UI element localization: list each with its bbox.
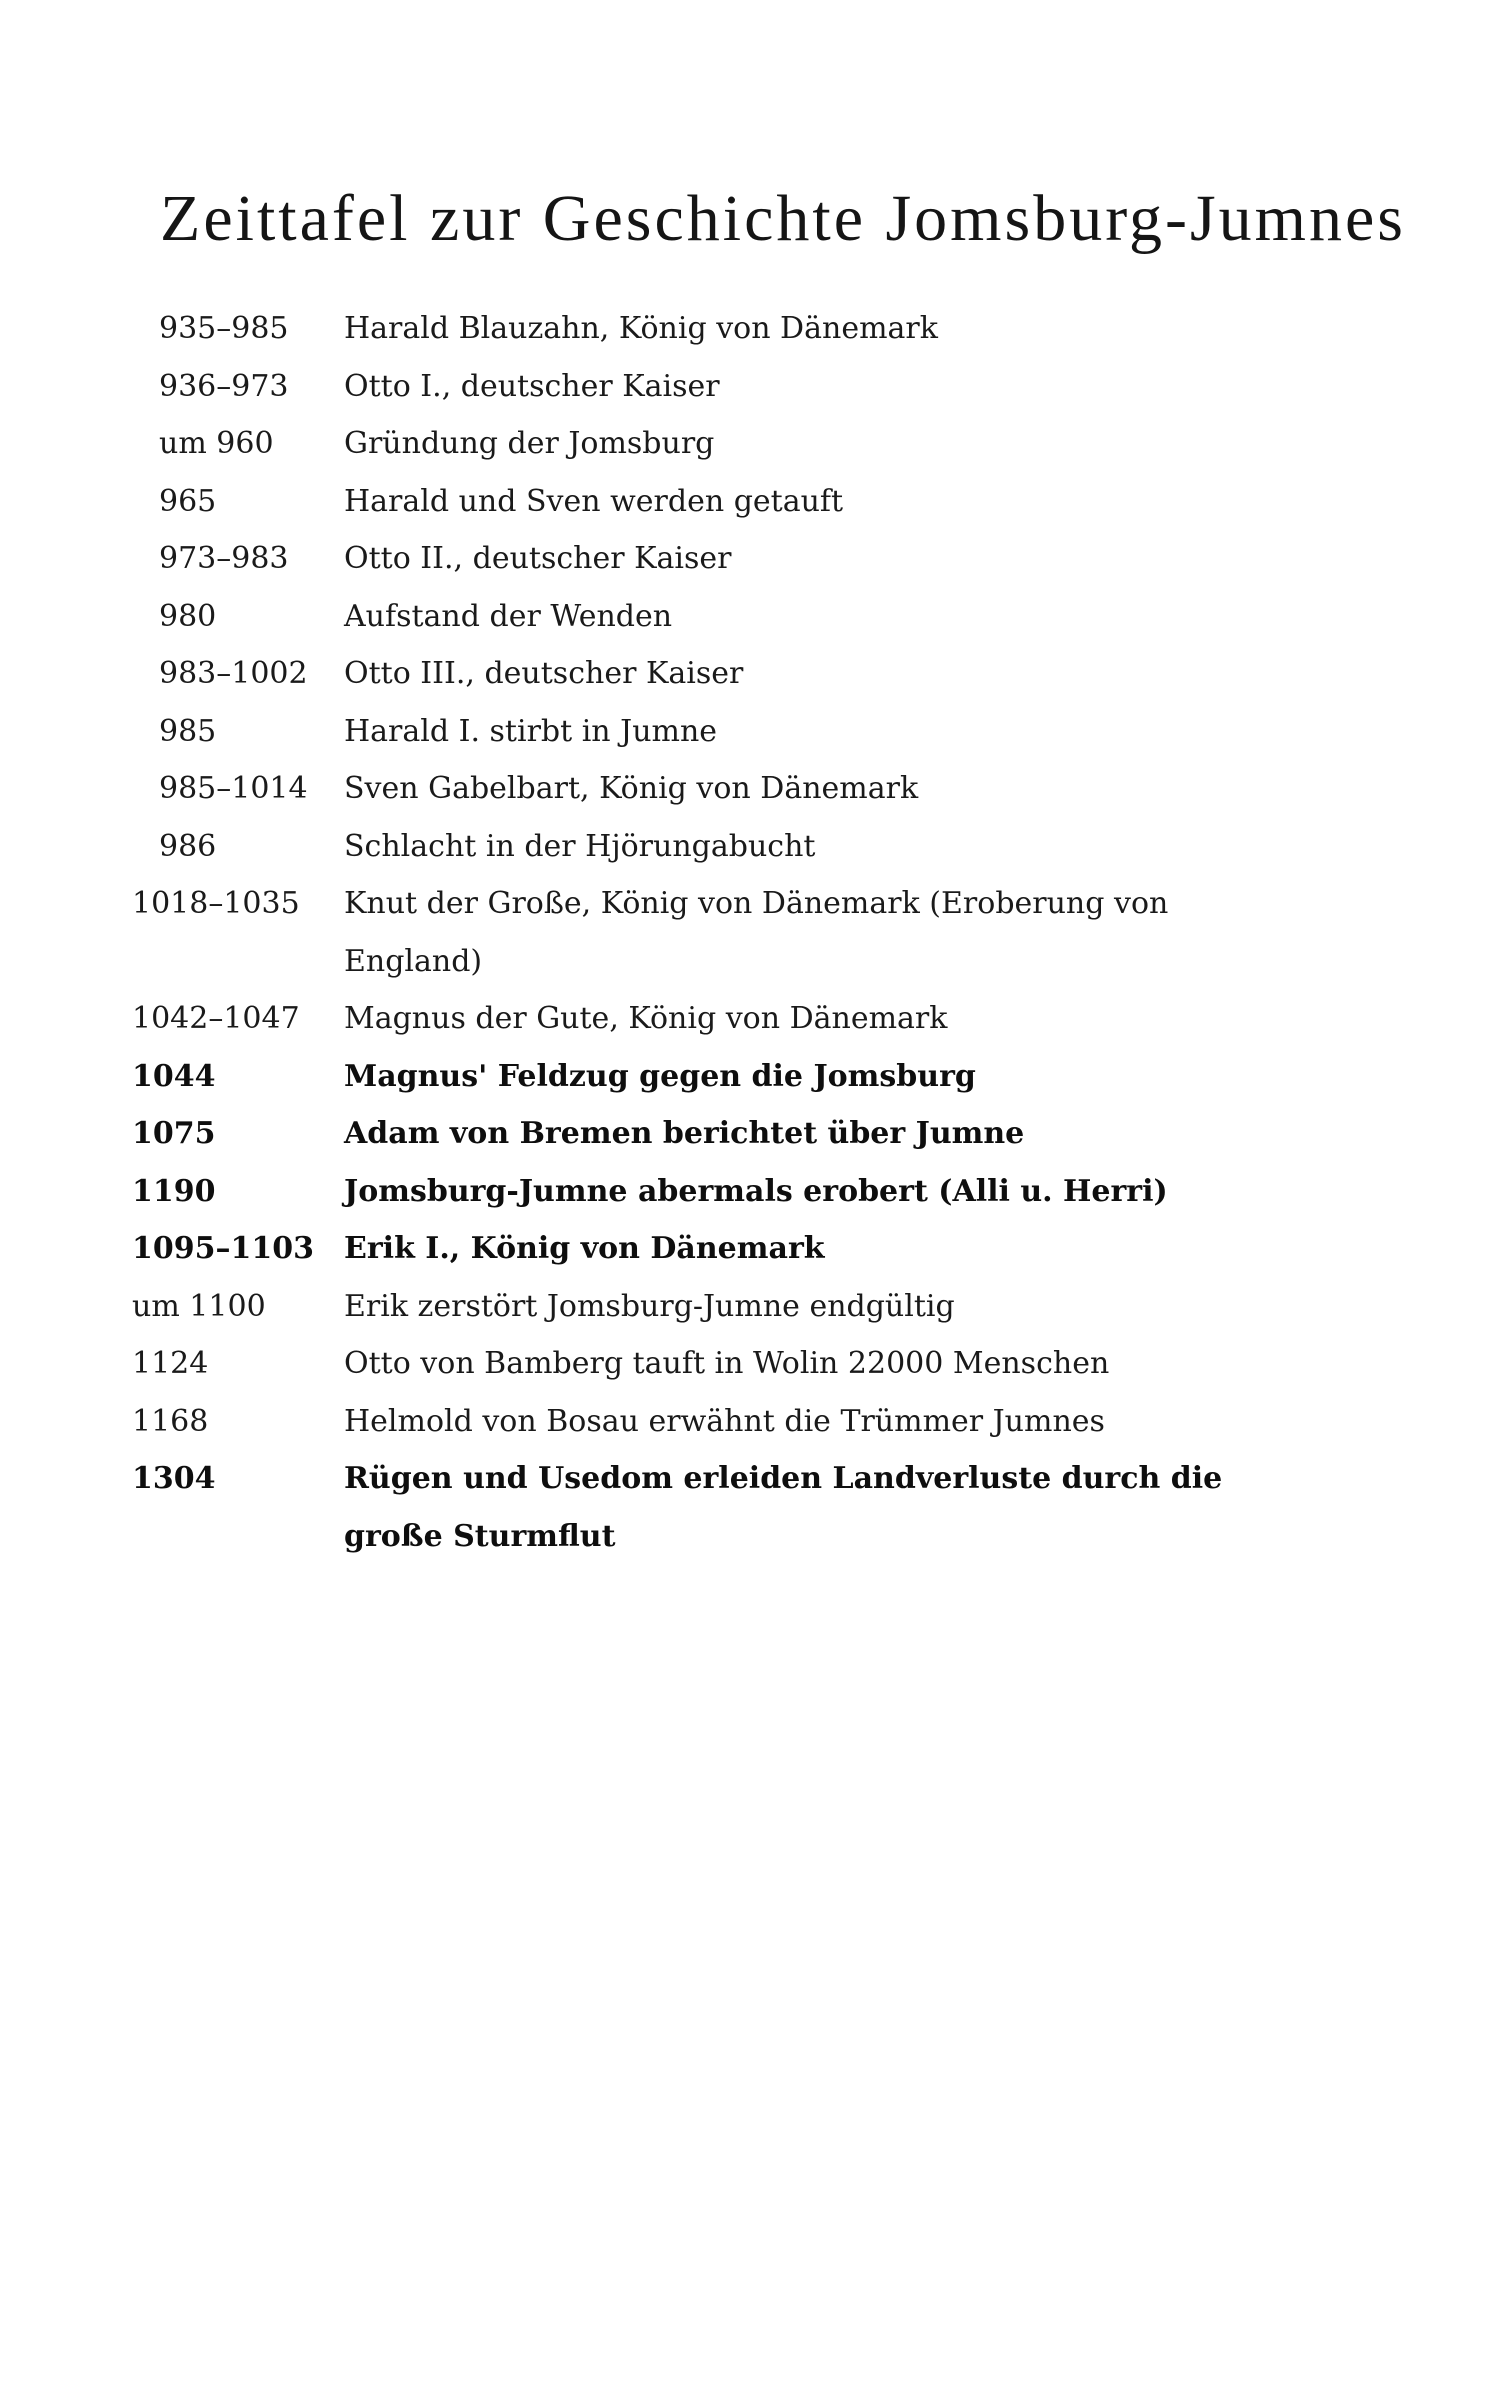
entry-date: 1044 [132, 1058, 216, 1094]
timeline-entry [132, 530, 1282, 588]
entry-text: Harald I. stirbt in Jumne [344, 713, 718, 749]
entry-text: Adam von Bremen berichtet über Jumne [344, 1116, 1025, 1151]
entry-date: 983–1002 [159, 656, 308, 691]
entry-text: Erik I., König von Dänemark [344, 1231, 825, 1266]
timeline-entry [132, 1278, 1282, 1336]
entry-date: 980 [159, 598, 217, 634]
entry-text: Magnus der Gute, König von Dänemark [344, 1001, 948, 1036]
timeline-entry [132, 1335, 1282, 1393]
timeline-list [132, 300, 1282, 1565]
entry-date: 985–1014 [159, 771, 308, 806]
entry-date: 965 [159, 483, 217, 519]
timeline-entry [132, 645, 1282, 703]
timeline-entry [132, 1048, 1282, 1106]
entry-text: Knut der Große, König von Dänemark (Eroberung von England) [344, 886, 1169, 979]
entry-date: 1095–1103 [132, 1231, 314, 1266]
timeline-entry [132, 703, 1282, 761]
entry-date: 1042–1047 [132, 1001, 300, 1036]
entry-date: 1018–1035 [132, 886, 300, 921]
timeline-entry [132, 1220, 1282, 1278]
timeline-entry [132, 818, 1282, 876]
entry-date: um 960 [159, 426, 274, 461]
timeline-entry [132, 473, 1282, 531]
entry-date: 986 [159, 828, 217, 864]
entry-text: Erik zerstört Jomsburg-Jumne endgültig [344, 1288, 955, 1324]
entry-text: Sven Gabelbart, König von Dänemark [344, 771, 919, 806]
entry-text: Otto I., deutscher Kaiser [344, 368, 720, 404]
entry-text: Harald Blauzahn, König von Dänemark [344, 311, 938, 346]
timeline-entry [132, 760, 1282, 818]
timeline-entry [132, 588, 1282, 646]
entry-text: Aufstand der Wenden [344, 598, 673, 634]
entry-text: Otto III., deutscher Kaiser [344, 656, 744, 691]
entry-text: Helmold von Bosau erwähnt die Trümmer Jumnes [344, 1403, 1105, 1439]
entry-date: um 1100 [132, 1288, 266, 1324]
entry-text: Otto von Bamberg tauft in Wolin 22000 Menschen [344, 1346, 1110, 1381]
entry-text: Harald und Sven werden getauft [344, 483, 844, 519]
timeline-entry [132, 1105, 1282, 1163]
entry-date: 935–985 [159, 311, 289, 346]
entry-date: 973–983 [159, 541, 289, 576]
entry-text: Schlacht in der Hjörungabucht [344, 828, 816, 864]
timeline-entry [132, 1163, 1282, 1221]
timeline-entry [132, 875, 1282, 990]
timeline-entry [132, 300, 1282, 358]
entry-date: 936–973 [159, 368, 289, 404]
timeline-entry [132, 1393, 1282, 1451]
entry-text: Rügen und Usedom erleiden Landverluste durch die große Sturmflut [344, 1461, 1223, 1554]
entry-date: 1124 [132, 1346, 209, 1381]
entry-date: 1168 [132, 1403, 209, 1439]
timeline-entry [132, 415, 1282, 473]
timeline-entry [132, 1450, 1282, 1565]
entry-date: 1304 [132, 1461, 216, 1496]
entry-text: Gründung der Jomsburg [344, 426, 715, 461]
entry-text: Magnus' Feldzug gegen die Jomsburg [344, 1058, 976, 1094]
entry-text: Otto II., deutscher Kaiser [344, 541, 732, 576]
entry-date: 1075 [132, 1116, 216, 1151]
entry-date: 985 [159, 713, 217, 749]
entry-date: 1190 [132, 1173, 216, 1209]
timeline-entry [132, 358, 1282, 416]
timeline-entry [132, 990, 1282, 1048]
page-title: Zeittafel zur Geschichte Jomsburg-Jumnes [160, 182, 1406, 255]
entry-text: Jomsburg-Jumne abermals erobert (Alli u. Herri) [344, 1173, 1168, 1209]
